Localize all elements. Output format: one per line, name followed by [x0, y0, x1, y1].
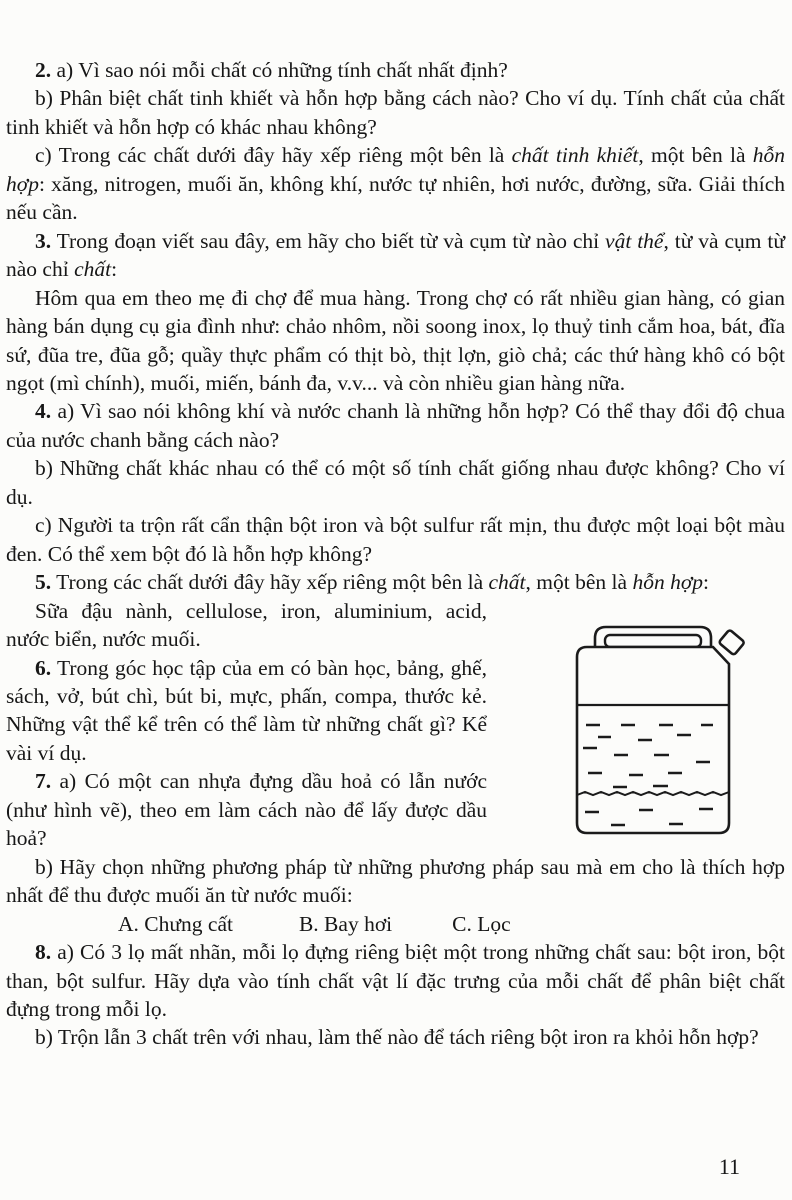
text-run: 2. — [35, 58, 52, 82]
paragraph — [6, 1023, 785, 1051]
text-run: c) Trong các chất dưới đây hãy xếp riêng một bên là — [35, 143, 512, 168]
paragraph — [6, 511, 785, 568]
paragraph — [6, 397, 785, 454]
paragraph — [6, 853, 785, 910]
text-run: , từ và cụm từ nào chỉ — [6, 228, 785, 282]
paragraph — [6, 938, 785, 1023]
text-run: , một bên là — [525, 570, 633, 595]
text-run: 5. — [35, 570, 52, 595]
text-run: 4. — [35, 399, 52, 424]
text-run: Sữa đậu nành, cellulose, iron, aluminium, acid, nước biển, nước muối. — [6, 598, 487, 652]
option-b: B. Bay hơi — [298, 911, 393, 936]
answer-options-row — [6, 910, 785, 938]
text-run: chất — [488, 570, 526, 595]
option-c: C. Lọc — [452, 911, 511, 936]
text-run: 3. — [35, 228, 52, 253]
text-run: 8. — [35, 940, 52, 965]
text-run: b) Hãy chọn những phương pháp từ những phương pháp sau mà em cho là thích hợp nhất để thu được muối ăn từ nước muối: — [6, 854, 785, 908]
text-run: 6. — [35, 655, 52, 680]
text-run: b) Trộn lẫn 3 chất trên với nhau, làm thế nào để tách riêng bột iron ra khỏi hỗn hợp? — [35, 1025, 759, 1050]
can-handle-hole — [605, 635, 701, 647]
can-spout-cap — [719, 629, 745, 655]
text-run: : — [111, 257, 118, 282]
text-run: b) Những chất khác nhau có thể có một số tính chất giống nhau được không? Cho ví dụ. — [6, 456, 785, 509]
can-body — [577, 647, 729, 833]
text-run: vật thể — [605, 228, 664, 253]
text-run: c) Người ta trộn rất cẩn thận bột iron và bột sulfur rất mịn, thu được một loại bột màu đen. Có thể xem bột đó là hỗn hợp không? — [6, 513, 785, 566]
paragraph — [6, 454, 785, 511]
text-run: a) Có một can nhựa đựng dầu hoả có lẫn nước (như hình vẽ), theo em làm cách nào để lấy được dầu hoả? — [6, 769, 487, 851]
text-run: Trong đoạn viết sau đây, em hãy cho biết từ và cụm từ nào chỉ — [51, 228, 606, 253]
paragraph — [6, 568, 785, 596]
text-run: hỗn hợp — [632, 570, 704, 595]
text-block-before-figure — [6, 56, 785, 597]
text-run: : — [703, 570, 710, 595]
text-run: : xăng, nitrogen, muối ăn, không khí, nước tự nhiên, hơi nước, đường, sữa. Giải thích nếu cần. — [6, 171, 785, 225]
paragraph — [6, 141, 785, 226]
text-run: chất — [74, 257, 112, 282]
kerosene-can-figure — [487, 597, 785, 841]
text-run: Hôm qua em theo mẹ đi chợ để mua hàng. Trong chợ có rất nhiều gian hàng, có gian hàng bán dụng cụ gia đình như: chảo nhôm, nồi soong inox, lọ thuỷ tinh cắm hoa, bát, đĩa sứ, đũa tre, đũa gỗ; quầy thực phẩm có thịt bò, thịt lợn, giò chả; các thứ hàng khô có bột ngọt (mì chính), muối, miến, bánh đa, v.v... và còn nhiều gian hàng nữa. — [6, 285, 785, 395]
page-number: 11 — [718, 1154, 740, 1179]
paragraph — [6, 284, 785, 398]
paragraph — [6, 56, 785, 84]
text-run: chất tinh khiết — [511, 143, 639, 168]
paragraph — [6, 227, 785, 284]
text-run: Trong các chất dưới đây hãy xếp riêng một bên là — [51, 570, 489, 595]
text-run: a) Vì sao nói mỗi chất có những tính chất nhất định? — [51, 58, 508, 82]
text-run: hỗn hợp — [6, 143, 785, 196]
text-run: 7. — [35, 769, 52, 794]
text-run: a) Vì sao nói không khí và nước chanh là những hỗn hợp? Có thể thay đổi độ chua của nước chanh bằng cách nào? — [6, 399, 785, 452]
option-a: A. Chưng cất — [118, 911, 233, 936]
text-run: , một bên là — [638, 143, 753, 168]
text-run: b) Phân biệt chất tinh khiết và hỗn hợp bằng cách nào? Cho ví dụ. Tính chất của chất tinh khiết và hỗn hợp có khác nhau không? — [6, 86, 785, 139]
jerry-can-illustration — [487, 597, 785, 841]
text-run: Trong góc học tập của em có bàn học, bảng, ghế, sách, vở, bút chì, bút bi, mực, phấn, compa, thước kẻ. Những vật thể kể trên có thể làm từ những chất gì? Kể vài ví dụ. — [6, 655, 487, 765]
paragraph — [6, 84, 785, 141]
text-run: a) Có 3 lọ mất nhãn, mỗi lọ đựng riêng biệt một trong những chất sau: bột iron, bột than, bột sulfur. Hãy dựa vào tính chất vật lí đặc trưng của mỗi chất để phân biệt chất đựng trong mỗi lọ. — [6, 940, 785, 1021]
